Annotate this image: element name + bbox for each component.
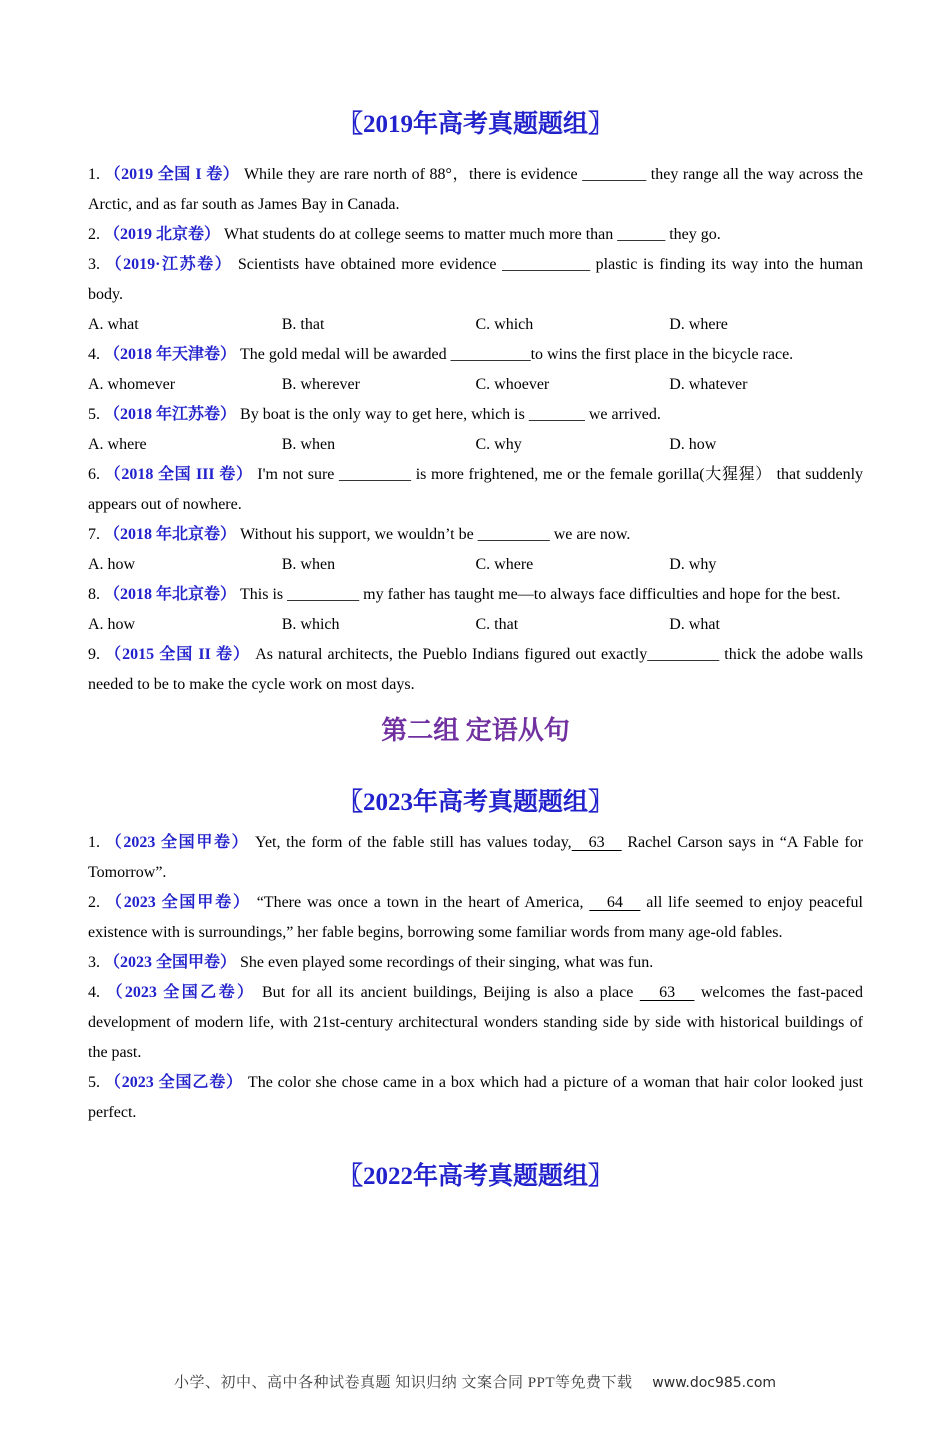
question-text: “There was once a town in the heart of America, xyxy=(256,894,590,911)
question-text: Without his support, we wouldn’t be _________ we are now. xyxy=(240,526,631,543)
question-source: （2019 全国 I 卷） xyxy=(104,166,240,183)
option-c: C. where xyxy=(475,556,534,573)
question-number: 4. xyxy=(88,984,100,1001)
question-source: （2018 全国 III 卷） xyxy=(104,466,253,483)
option-d: D. whatever xyxy=(669,376,748,393)
question-source: （2023 全国甲卷） xyxy=(105,834,250,851)
question-2019-8 xyxy=(88,580,863,610)
question-number: 7. xyxy=(88,526,100,543)
question-number: 2. xyxy=(88,226,100,243)
option-b: B. that xyxy=(281,316,325,333)
question-source: （2018 年江苏卷） xyxy=(104,406,237,423)
question-text: She even played some recordings of their singing, what was fun. xyxy=(240,954,654,971)
options-row xyxy=(88,370,863,400)
option-a: A. how xyxy=(88,616,136,633)
question-2019-9 xyxy=(88,640,863,700)
question-2019-5 xyxy=(88,400,863,430)
question-number: 6. xyxy=(88,466,100,483)
option-d: D. where xyxy=(669,316,728,333)
question-source: （2023 全国甲卷） xyxy=(104,954,237,971)
question-text: I'm not sure _________ is more frightened, me or the female gorilla(大猩猩） that suddenly appears out of nowhere. xyxy=(88,466,864,513)
question-number: 5. xyxy=(88,406,100,423)
question-source: （2018 年天津卷） xyxy=(104,346,237,363)
option-d: D. how xyxy=(669,436,717,453)
question-source: （2023 全国乙卷） xyxy=(104,1074,244,1091)
question-text: As natural architects, the Pueblo Indians figured out exactly_________ thick the adobe walls needed to be to make the cycle work on most days. xyxy=(88,646,864,693)
question-text: While they are rare north of 88°，there is evidence ________ they range all the way across the Arctic, and as far south as James Bay in Canada. xyxy=(88,166,864,213)
question-number: 3. xyxy=(88,954,100,971)
question-number: 2. xyxy=(88,894,100,911)
question-2019-1 xyxy=(88,160,863,220)
question-2023-3 xyxy=(88,948,863,978)
question-source: （2018 年北京卷） xyxy=(104,526,237,543)
option-b: B. when xyxy=(281,436,336,453)
numbered-blank: 63 xyxy=(639,984,695,1001)
footer-text: 小学、初中、高中各种试卷真题 知识归纳 文案合同 PPT等免费下载 xyxy=(173,1375,633,1391)
option-c: C. why xyxy=(475,436,522,453)
question-2019-3 xyxy=(88,250,863,310)
options-row xyxy=(88,550,863,580)
option-c: C. whoever xyxy=(475,376,550,393)
question-2023-2 xyxy=(88,888,863,948)
question-text: all life seemed to enjoy peaceful existence with is surroundings,” her fable begins, borrowing some familiar words from many age-old fables. xyxy=(88,894,863,941)
option-b: B. which xyxy=(281,616,340,633)
section-heading-2022: 〖2022年高考真题题组〗 xyxy=(337,1163,613,1190)
footer-url: www.doc985.com xyxy=(652,1375,777,1391)
option-a: A. what xyxy=(88,316,139,333)
question-text: Scientists have obtained more evidence ___________ plastic is finding its way into the human body. xyxy=(88,256,864,303)
option-c: C. which xyxy=(475,316,534,333)
question-source: （2019·江苏卷） xyxy=(105,256,233,273)
option-b: B. wherever xyxy=(281,376,360,393)
question-number: 3. xyxy=(88,256,100,273)
question-number: 4. xyxy=(88,346,100,363)
question-source: （2019 北京卷） xyxy=(104,226,221,243)
option-a: A. whomever xyxy=(88,376,176,393)
question-text: What students do at college seems to matter much more than ______ they go. xyxy=(224,226,721,243)
document-page xyxy=(0,108,950,1195)
option-a: A. where xyxy=(88,436,147,453)
options-row xyxy=(88,310,863,340)
option-a: A. how xyxy=(88,556,136,573)
question-text: Rachel Carson says in “A Fable for Tomorrow”. xyxy=(88,834,864,881)
question-number: 1. xyxy=(88,166,100,183)
question-number: 9. xyxy=(88,646,100,663)
question-text: By boat is the only way to get here, which is _______ we arrived. xyxy=(240,406,661,423)
question-text: The gold medal will be awarded __________to wins the first place in the bicycle race. xyxy=(240,346,794,363)
question-2019-7 xyxy=(88,520,863,550)
option-c: C. that xyxy=(475,616,519,633)
numbered-blank: 64 xyxy=(589,894,641,911)
option-d: D. why xyxy=(669,556,717,573)
question-text: The color she chose came in a box which had a picture of a woman that hair color looked just perfect. xyxy=(88,1074,864,1121)
options-row xyxy=(88,430,863,460)
section-heading-2019: 〖2019年高考真题题组〗 xyxy=(337,111,613,138)
question-source: （2018 年北京卷） xyxy=(104,586,237,603)
question-2023-5 xyxy=(88,1068,863,1128)
section-heading-2023: 〖2023年高考真题题组〗 xyxy=(337,789,613,816)
question-source: （2023 全国甲卷） xyxy=(105,894,251,911)
page-footer xyxy=(0,1372,950,1394)
question-2023-4 xyxy=(88,978,863,1068)
question-number: 5. xyxy=(88,1074,100,1091)
option-d: D. what xyxy=(669,616,720,633)
group-heading-attributive-clause: 第二组 定语从句 xyxy=(381,716,570,745)
numbered-blank: 63 xyxy=(571,834,622,851)
question-text: But for all its ancient buildings, Beijing is also a place xyxy=(261,984,640,1001)
question-2023-1 xyxy=(88,828,863,888)
question-text: welcomes the fast-paced development of modern life, with 21st-century architectural wonders standing side by side with historical buildings of the past. xyxy=(88,984,863,1061)
question-number: 8. xyxy=(88,586,100,603)
question-text: This is _________ my father has taught me—to always face difficulties and hope for the best. xyxy=(240,586,841,603)
question-number: 1. xyxy=(88,834,100,851)
options-row xyxy=(88,610,863,640)
question-source: （2015 全国 II 卷） xyxy=(105,646,251,663)
question-2019-6 xyxy=(88,460,863,520)
question-2019-4 xyxy=(88,340,863,370)
question-source: （2023 全国乙卷） xyxy=(106,984,256,1001)
question-2019-2 xyxy=(88,220,863,250)
question-text: Yet, the form of the fable still has values today, xyxy=(254,834,572,851)
option-b: B. when xyxy=(281,556,336,573)
